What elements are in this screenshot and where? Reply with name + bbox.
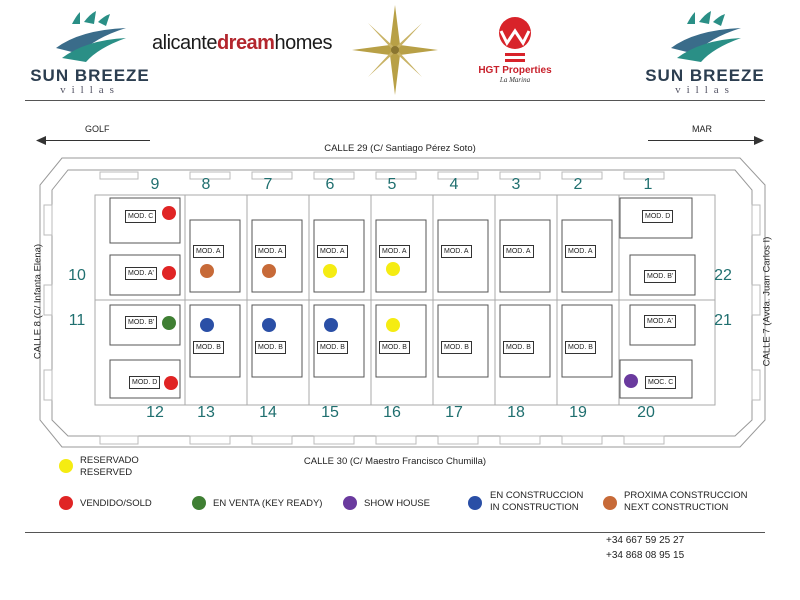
model-label-plot-15: MOD. B — [317, 341, 348, 354]
plot-number-22: 22 — [714, 267, 732, 284]
model-label-plot-11: MOD. B' — [125, 316, 157, 329]
model-label-plot-19: MOD. B — [565, 341, 596, 354]
status-dot-plot-15[interactable] — [324, 318, 338, 332]
plot-number-3: 3 — [511, 176, 521, 193]
model-label-plot-21: MOD. A' — [644, 315, 676, 328]
plot-number-13: 13 — [197, 404, 215, 421]
model-label-plot-10: MOD. A' — [125, 267, 157, 280]
plot-number-12: 12 — [146, 404, 164, 421]
plot-number-4: 4 — [449, 176, 459, 193]
model-label-plot-12: MOD. D — [129, 376, 160, 389]
street-left: CALLE 8 (C/ Infanta Elena) — [32, 243, 44, 360]
plot-number-7: 7 — [263, 176, 273, 193]
model-label-plot-16: MOD. B — [379, 341, 410, 354]
model-label-plot-8: MOD. A — [193, 245, 224, 258]
status-dot-plot-6[interactable] — [323, 264, 337, 278]
street-top: CALLE 29 (C/ Santiago Pérez Soto) — [324, 143, 476, 154]
legend-key-ready: EN VENTA (KEY READY) — [213, 498, 323, 509]
status-dot-plot-13[interactable] — [200, 318, 214, 332]
plot-number-8: 8 — [201, 176, 211, 193]
model-label-plot-2: MOD. A — [565, 245, 596, 258]
plot-number-9: 9 — [150, 176, 160, 193]
agency-part2: dream — [216, 32, 275, 54]
model-label-plot-4: MOD. A — [441, 245, 472, 258]
footer-divider — [25, 532, 765, 533]
status-dot-plot-9[interactable] — [162, 206, 176, 220]
model-label-plot-18: MOD. B — [503, 341, 534, 354]
plot-number-17: 17 — [445, 404, 463, 421]
legend-dot-next-construction — [603, 496, 617, 510]
hgt-name: HGT Properties — [478, 65, 552, 76]
status-dot-plot-7[interactable] — [262, 264, 276, 278]
plot-number-2: 2 — [573, 176, 583, 193]
model-label-plot-9: MOD. C — [125, 210, 156, 223]
plot-number-18: 18 — [507, 404, 525, 421]
status-dot-plot-8[interactable] — [200, 264, 214, 278]
status-dot-plot-16[interactable] — [386, 318, 400, 332]
phone-1[interactable]: +34 667 59 25 27 — [606, 535, 685, 546]
direction-mar: MAR — [692, 124, 712, 134]
legend-in-construction: EN CONSTRUCCION IN CONSTRUCTION — [490, 490, 584, 513]
status-dot-plot-11[interactable] — [162, 316, 176, 330]
plot-number-5: 5 — [387, 176, 397, 193]
agency-part1: alicante — [152, 32, 217, 54]
street-bottom: CALLE 30 (C/ Maestro Francisco Chumilla) — [303, 456, 487, 467]
status-dot-plot-12[interactable] — [164, 376, 178, 390]
street-right: CALLE 7 (Avda. Juan Carlos I) — [761, 236, 773, 367]
legend-sold: VENDIDO/SOLD — [80, 498, 152, 509]
model-label-plot-6: MOD. A — [317, 245, 348, 258]
model-label-plot-17: MOD. B — [441, 341, 472, 354]
plot-number-19: 19 — [569, 404, 587, 421]
status-dot-plot-14[interactable] — [262, 318, 276, 332]
legend-reserved: RESERVADO RESERVED — [80, 455, 139, 478]
plot-number-16: 16 — [383, 404, 401, 421]
status-dot-plot-5[interactable] — [386, 262, 400, 276]
brand-sub-left: villas — [60, 84, 120, 96]
plot-number-21: 21 — [714, 312, 732, 329]
legend-dot-in-construction — [468, 496, 482, 510]
model-label-plot-5: MOD. A — [379, 245, 410, 258]
model-label-plot-22: MOD. B' — [644, 270, 676, 283]
legend-show-house: SHOW HOUSE — [364, 498, 430, 509]
legend-dot-show-house — [343, 496, 357, 510]
model-label-plot-13: MOD. B — [193, 341, 224, 354]
legend-dot-key-ready — [192, 496, 206, 510]
brand-name-left: SUN BREEZE — [30, 66, 150, 85]
model-label-plot-1: MOD. D — [642, 210, 673, 223]
brand-name-right: SUN BREEZE — [645, 66, 765, 85]
hgt-sub: La Marina — [499, 76, 531, 84]
model-label-plot-14: MOD. B — [255, 341, 286, 354]
status-dot-plot-20[interactable] — [624, 374, 638, 388]
agency-part3: homes — [274, 32, 332, 54]
direction-golf: GOLF — [85, 124, 110, 134]
model-label-plot-7: MOD. A — [255, 245, 286, 258]
plot-number-20: 20 — [637, 404, 655, 421]
plot-number-10: 10 — [68, 267, 86, 284]
plot-number-1: 1 — [643, 176, 653, 193]
model-label-plot-3: MOD. A — [503, 245, 534, 258]
legend-dot-reserved — [59, 459, 73, 473]
status-dot-plot-10[interactable] — [162, 266, 176, 280]
brand-sub-right: villas — [675, 84, 735, 96]
phone-2[interactable]: +34 868 08 95 15 — [606, 550, 685, 561]
legend-dot-sold — [59, 496, 73, 510]
plot-number-15: 15 — [321, 404, 339, 421]
plot-number-6: 6 — [325, 176, 335, 193]
plot-number-11: 11 — [68, 312, 86, 329]
legend-next-construction: PROXIMA CONSTRUCCION NEXT CONSTRUCTION — [624, 490, 748, 513]
plot-number-14: 14 — [259, 404, 277, 421]
model-label-plot-20: MOC. C — [645, 376, 676, 389]
